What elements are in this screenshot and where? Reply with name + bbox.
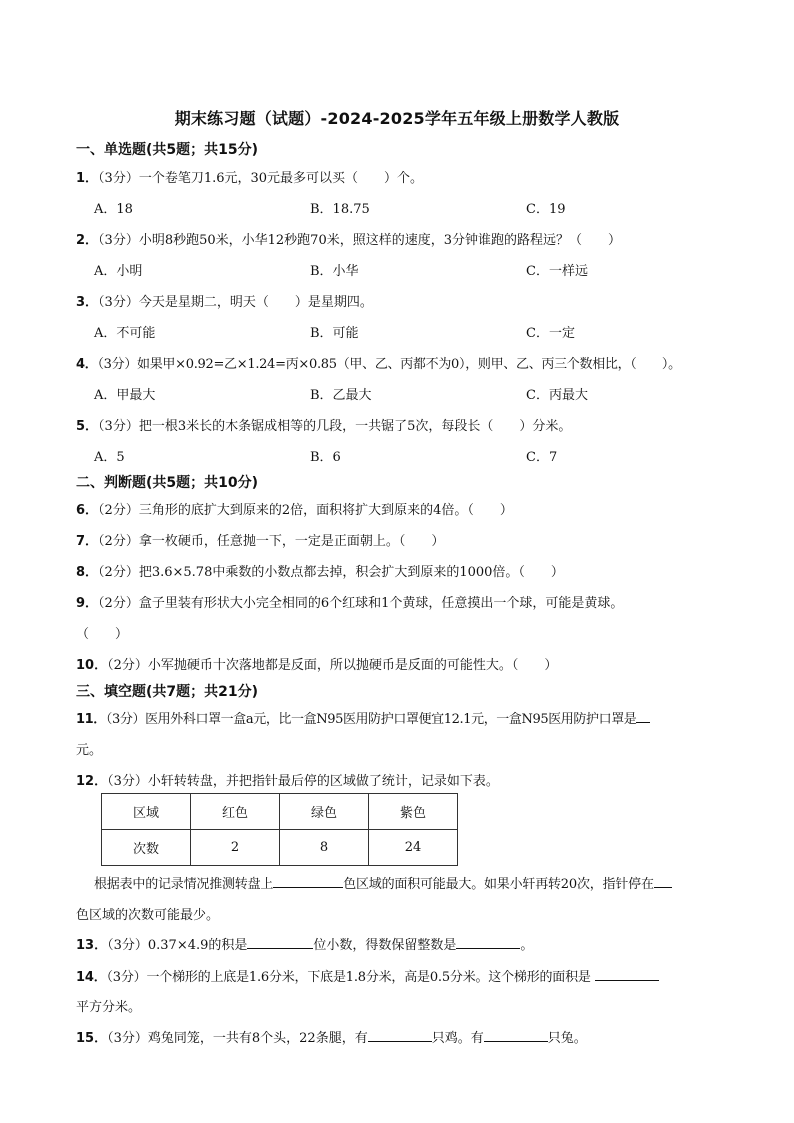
question-score: （2分） [107, 658, 148, 673]
question-score: （2分） [98, 503, 139, 518]
question-text: 一个梯形的上底是1.6分米，下底是1.8分米，高是0.5分米。这个梯形的面积是 [146, 970, 591, 985]
table-cell: 8 [280, 830, 369, 866]
table-row [102, 830, 458, 866]
page-title: 期末练习题（试题）-2024-2025学年五年级上册数学人教版 [174, 109, 620, 128]
question-score: （3分） [107, 1031, 148, 1046]
option-b: B．小华 [310, 264, 359, 279]
question-number: 6． [76, 503, 99, 518]
question-text: 一个卷笔刀1.6元，30元最多可以买（ ）个。 [138, 171, 424, 186]
question-score: （3分） [98, 295, 139, 310]
answer-blank[interactable] [654, 875, 672, 888]
question-text: 根据表中的记录情况推测转盘上 [94, 877, 274, 892]
question-12-line-2: 色区域的次数可能最少。 [76, 908, 220, 923]
question-score: （3分） [105, 712, 146, 727]
answer-blank[interactable] [484, 1029, 548, 1042]
option-b: B．可能 [310, 326, 359, 341]
table-header-row [102, 794, 458, 830]
question-number: 7． [76, 534, 99, 549]
option-a: A．小明 [94, 264, 143, 279]
question-8 [76, 561, 756, 580]
question-number: 3． [76, 295, 99, 310]
table-cell: 绿色 [280, 794, 369, 830]
question-number: 2． [76, 233, 99, 248]
option-b: B．乙最大 [310, 388, 372, 403]
question-text: 鸡兔同笼，一共有8个头，22条腿，有 [147, 1031, 368, 1046]
answer-blank[interactable] [636, 710, 650, 723]
question-5 [76, 415, 756, 434]
question-text: 只鸡。有 [431, 1031, 484, 1046]
question-number: 11． [76, 712, 106, 727]
option-b: B．18.75 [310, 202, 370, 217]
question-text: 今天是星期二，明天（ ）是星期四。 [138, 295, 373, 310]
question-number: 15． [76, 1031, 108, 1046]
question-text: 把一根3米长的木条锯成相等的几段，一共锯了5次，每段长（ ）分米。 [138, 419, 572, 434]
table-cell: 区域 [102, 794, 191, 830]
option-a: A．5 [94, 450, 125, 465]
spinner-stats-table [101, 793, 458, 866]
question-14 [76, 966, 756, 985]
question-text: 如果甲×0.92=乙×1.24=丙×0.85（甲、乙、丙都不为0），则甲、乙、丙三个数相比，（ ）。 [137, 357, 681, 372]
question-7 [76, 530, 756, 549]
question-12 [76, 770, 756, 789]
question-score: （2分） [98, 534, 139, 549]
question-score: （3分） [107, 938, 148, 953]
answer-blank[interactable] [368, 1029, 432, 1042]
question-score: （3分） [107, 774, 148, 789]
question-number: 5． [76, 419, 99, 434]
option-c: C．丙最大 [526, 388, 588, 403]
question-9 [76, 592, 756, 611]
question-2 [76, 229, 756, 248]
question-text: 0.37×4.9的积是 [147, 938, 248, 953]
answer-blank[interactable] [456, 936, 520, 949]
answer-blank[interactable] [273, 875, 343, 888]
table-cell: 红色 [191, 794, 280, 830]
question-text: 把3.6×5.78中乘数的小数点都去掉，积会扩大到原来的1000倍。（ ） [138, 565, 564, 580]
question-score: （3分） [98, 419, 139, 434]
question-number: 12． [76, 774, 108, 789]
option-c: C．7 [526, 450, 558, 465]
question-number: 9． [76, 596, 99, 611]
question-text: 盒子里装有形状大小完全相同的6个红球和1个黄球，任意摸出一个球，可能是黄球。 [138, 596, 624, 611]
table-cell: 紫色 [369, 794, 458, 830]
question-number: 10． [76, 658, 108, 673]
question-3 [76, 291, 756, 310]
question-10 [76, 654, 756, 673]
question-number: 1． [76, 171, 99, 186]
question-score: （2分） [98, 565, 139, 580]
question-score: （3分） [97, 357, 138, 372]
answer-blank[interactable] [595, 968, 659, 981]
option-a: A．甲最大 [94, 388, 156, 403]
question-number: 4． [76, 357, 98, 372]
question-text: 医用外科口罩一盒a元，比一盒N95医用防护口罩便宜12.1元，一盒N95医用防护口罩是 [145, 712, 637, 727]
question-14-continuation: 平方分米。 [76, 1000, 142, 1015]
question-text: 小轩转转盘，并把指针最后停的区域做了统计，记录如下表。 [147, 774, 499, 789]
question-11-continuation: 元。 [76, 743, 103, 758]
question-number: 8． [76, 565, 99, 580]
option-b: B．6 [310, 450, 341, 465]
option-c: C．一样远 [526, 264, 588, 279]
option-c: C．一定 [526, 326, 575, 341]
question-text: 只兔。 [547, 1031, 587, 1046]
section-heading-true-false: 二、判断题(共5题；共10分) [76, 475, 259, 491]
question-6 [76, 499, 756, 518]
question-number: 13． [76, 938, 108, 953]
question-1 [76, 167, 756, 186]
table-cell: 2 [191, 830, 280, 866]
question-score: （3分） [98, 171, 139, 186]
section-heading-single-choice: 一、单选题(共5题；共15分) [76, 142, 259, 158]
table-cell: 次数 [102, 830, 191, 866]
question-text: 拿一枚硬币，任意抛一下，一定是正面朝上。（ ） [138, 534, 445, 549]
question-text: 小军抛硬币十次落地都是反面，所以抛硬币是反面的可能性大。（ ） [147, 658, 558, 673]
question-text: 色区域的面积可能最大。如果小轩再转20次，指针停在 [343, 877, 654, 892]
question-score: （3分） [98, 233, 139, 248]
question-13 [76, 934, 756, 953]
question-text: 。 [520, 938, 534, 953]
question-9-answer-bracket: （ ） [76, 627, 129, 642]
option-c: C．19 [526, 202, 566, 217]
question-15 [76, 1027, 756, 1046]
question-score: （2分） [98, 596, 139, 611]
question-text: 小明8秒跑50米，小华12秒跑70米，照这样的速度，3分钟谁跑的路程远？（ ） [138, 233, 621, 248]
option-a: A．18 [94, 202, 133, 217]
option-a: A．不可能 [94, 326, 156, 341]
section-heading-fill-blank: 三、填空题(共7题；共21分) [76, 684, 259, 700]
answer-blank[interactable] [247, 936, 313, 949]
table-cell: 24 [369, 830, 458, 866]
question-text: 三角形的底扩大到原来的2倍，面积将扩大到原来的4倍。（ ） [138, 503, 513, 518]
question-text: 位小数，得数保留整数是 [313, 938, 457, 953]
question-11 [76, 708, 756, 727]
question-4 [76, 353, 756, 372]
question-number: 14． [76, 970, 107, 985]
question-12-line-1 [94, 873, 672, 892]
question-score: （3分） [106, 970, 147, 985]
